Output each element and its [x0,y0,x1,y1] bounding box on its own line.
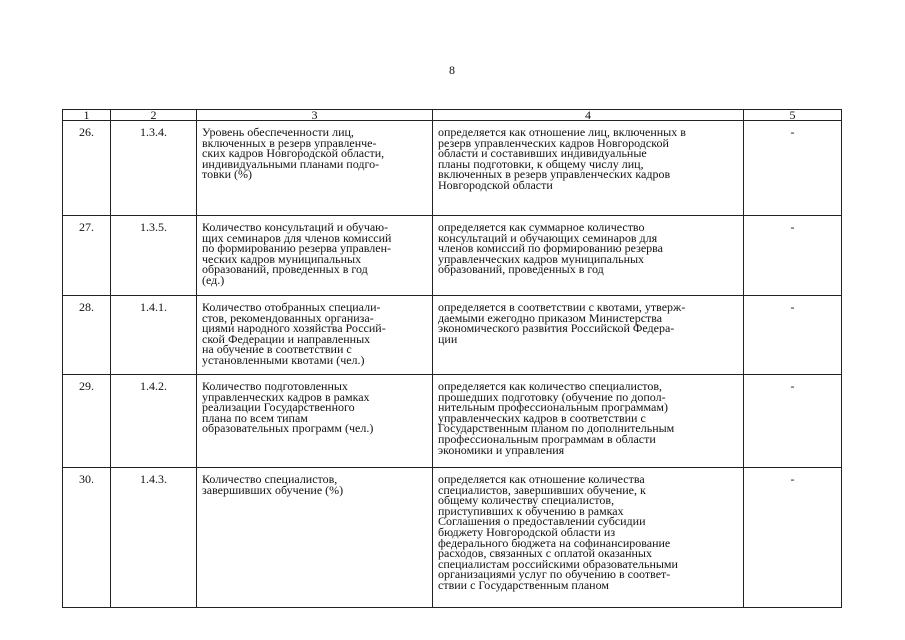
indicator-text: Количество консультаций и обучаю- щих семинаров для членов комиссий по формированию резерва управлен- ческих кадров муниципальных образований, проведенных в год (ед.) [202,220,392,287]
indicator-name [197,216,433,296]
row-code: 1.4.1. [111,296,197,375]
row-number: 26. [63,121,111,216]
calculation-method [433,216,744,296]
table-row [63,121,842,216]
indicator-text: Количество подготовленных управленческих кадров в рамках реализации Государственного плана по всем типам образовательных программ (чел.) [202,379,374,436]
header-col-2: 2 [111,110,197,121]
row-value: - [744,216,842,296]
method-text: определяется как суммарное количество консультаций и обучающих семинаров для членов комиссий по формированию резерва управленческих кадров муниципальных образований, проведенных в год [438,220,663,277]
method-text: определяется как отношение количества специалистов, завершивших обучение, к общему количеству специалистов, приступивших к обучению в рамках Соглашения о предоставлении субсидии бюджету Новгородской области из федерального бюджета на софинансирование расходов, связанных с оплатой оказанных специалистам российскими образовательными организациями услуг по обучению в соответ- ствии с Государственным планом [438,472,678,592]
table-row [63,468,842,608]
row-code: 1.3.4. [111,121,197,216]
calculation-method [433,468,744,608]
method-text: определяется как количество специалистов, прошедших подготовку (обучение по допол- нительным профессиональным программам) управленческих кадров в соответствии с Государственным планом по дополнительным профессиональным программам в области экономики и управления [438,379,675,457]
indicator-name [197,296,433,375]
row-value: - [744,121,842,216]
table-header-row [63,110,842,121]
header-col-3: 3 [197,110,433,121]
row-value: - [744,375,842,468]
row-code: 1.4.3. [111,468,197,608]
header-col-4: 4 [433,110,744,121]
indicator-name [197,121,433,216]
table-row [63,296,842,375]
header-col-5: 5 [744,110,842,121]
indicator-name [197,468,433,608]
header-col-1: 1 [63,110,111,121]
row-code: 1.4.2. [111,375,197,468]
calculation-method [433,121,744,216]
table-row [63,375,842,468]
indicator-text: Количество специалистов, завершивших обучение (%) [202,472,344,497]
indicators-table [62,109,842,608]
row-number: 27. [63,216,111,296]
row-code: 1.3.5. [111,216,197,296]
table-row [63,216,842,296]
row-number: 28. [63,296,111,375]
calculation-method [433,296,744,375]
method-text: определяется как отношение лиц, включенных в резерв управленческих кадров Новгородской области и составивших индивидуальные планы подготовки, к общему числу лиц, включенных в резерв управленческих кадров Новгородской области [438,125,686,192]
indicator-name [197,375,433,468]
method-text: определяется в соответствии с квотами, утверж- даемыми ежегодно приказом Министерства экономического развития Российской Федера- ции [438,300,686,346]
row-number: 29. [63,375,111,468]
indicator-text: Уровень обеспеченности лиц, включенных в резерв управленче- ских кадров Новгородской области, индивидуальными планами подго- товки (%) [202,125,385,182]
calculation-method [433,375,744,468]
row-value: - [744,296,842,375]
row-value: - [744,468,842,608]
indicator-text: Количество отобранных специали- стов, рекомендованных организа- циями народного хозяйства Россий- ской Федерации и направленных на обучение в соответствии с установленными квотами (чел.) [202,300,386,367]
row-number: 30. [63,468,111,608]
page-number: 8 [449,63,455,77]
